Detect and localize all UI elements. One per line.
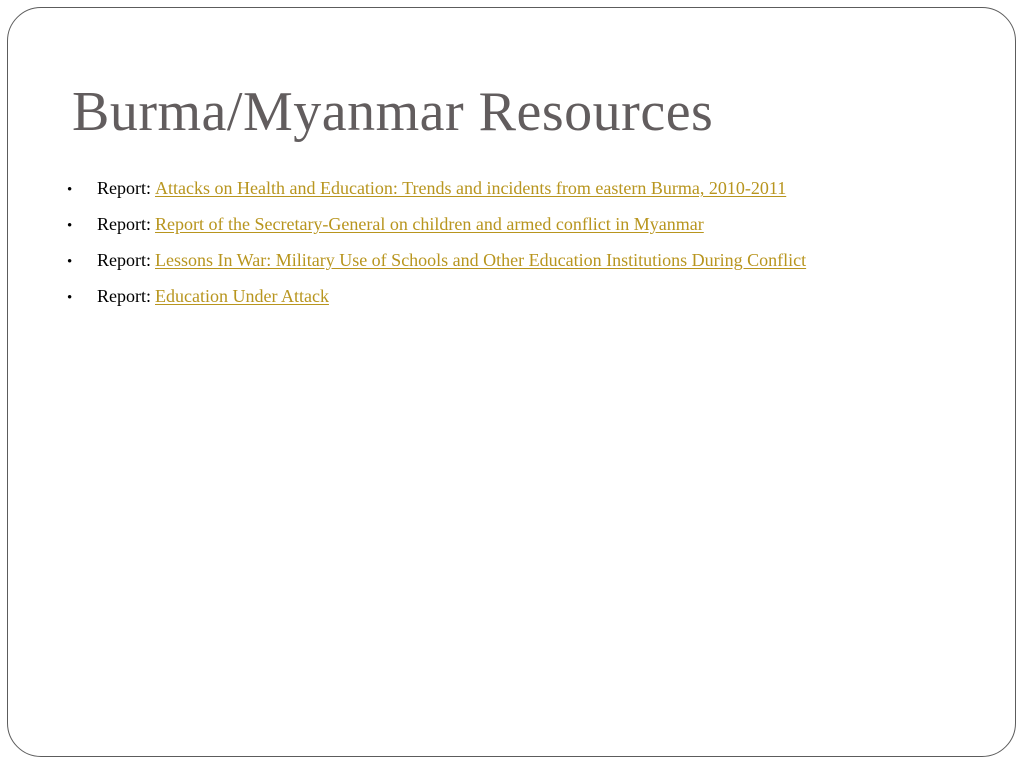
report-prefix: Report: [97, 250, 151, 270]
bullet-icon: • [67, 254, 73, 270]
list-item [67, 286, 806, 322]
resource-list [67, 178, 806, 322]
report-link-attacks-on-health[interactable]: Attacks on Health and Education: Trends and incidents from eastern Burma, 2010-2011 [155, 178, 787, 198]
report-link-lessons-in-war[interactable]: Lessons In War: Military Use of Schools and Other Education Institutions During Conflict [155, 250, 807, 270]
list-item [67, 214, 806, 250]
report-link-education-under-attack[interactable]: Education Under Attack [155, 286, 329, 306]
report-prefix: Report: [97, 178, 151, 198]
list-item [67, 250, 806, 286]
report-link-secretary-general[interactable]: Report of the Secretary-General on children and armed conflict in Myanmar [155, 214, 704, 234]
report-prefix: Report: [97, 214, 151, 234]
report-prefix: Report: [97, 286, 151, 306]
bullet-icon: • [67, 290, 73, 306]
slide-title: Burma/Myanmar Resources [72, 81, 714, 143]
bullet-icon: • [67, 182, 73, 198]
slide-frame [7, 7, 1016, 757]
bullet-icon: • [67, 218, 73, 234]
list-item [67, 178, 806, 214]
